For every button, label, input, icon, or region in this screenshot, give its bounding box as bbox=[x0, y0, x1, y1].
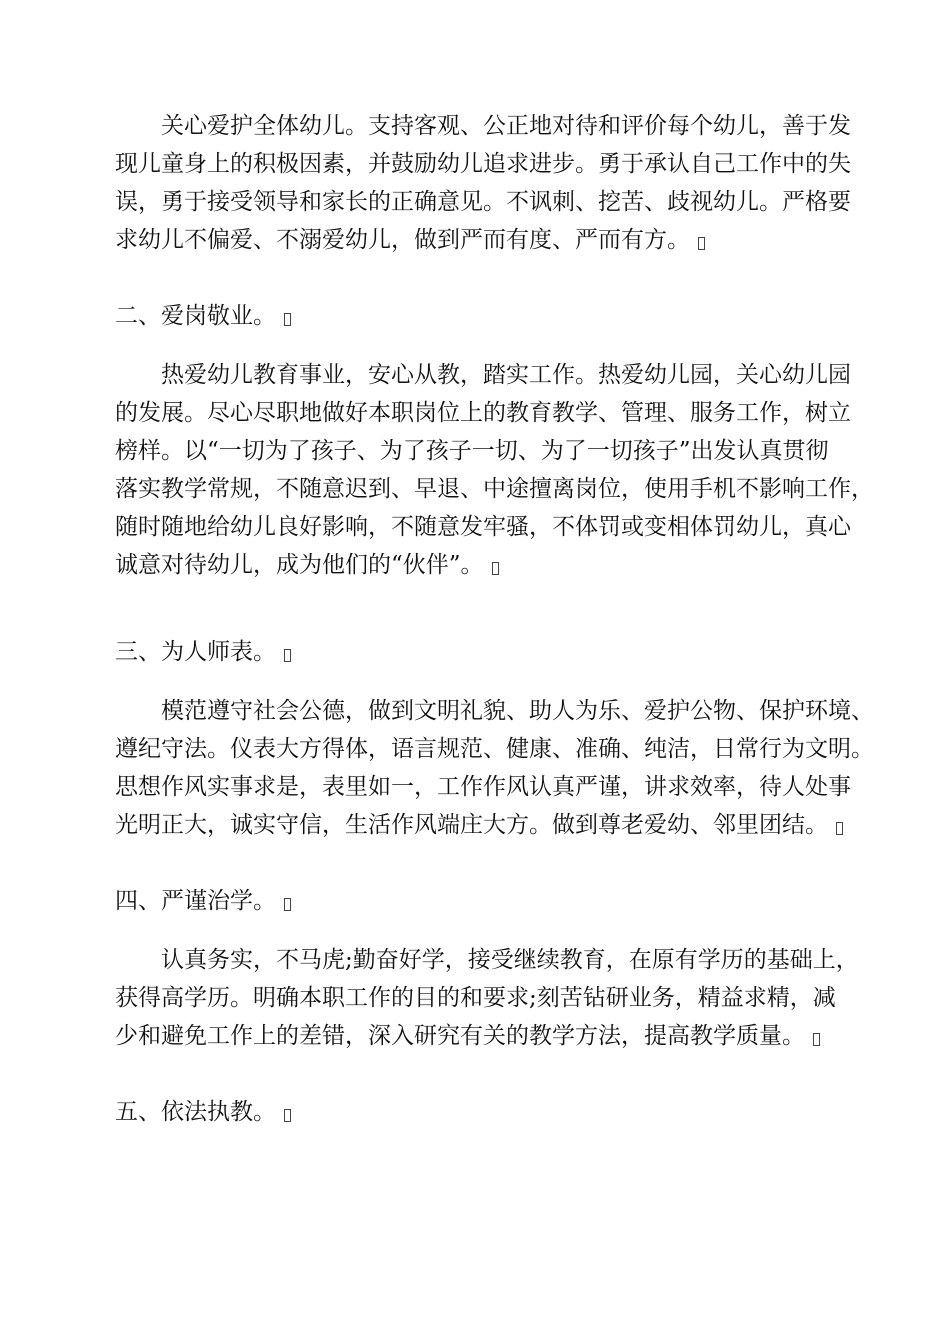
paragraph-line: 遵纪守法。仪表大方得体，语言规范、健康、准确、纯洁，日常行为文明。 bbox=[115, 736, 874, 762]
paragraph-line: 模范遵守社会公德，做到文明礼貌、助人为乐、爱护公物、保护环境、 bbox=[161, 698, 874, 724]
paragraph-mark-icon bbox=[698, 237, 705, 250]
paragraph-line-last bbox=[115, 1017, 855, 1055]
paragraph-love-job bbox=[115, 356, 874, 584]
paragraph-line-last bbox=[115, 806, 855, 844]
paragraph-mark-icon bbox=[284, 649, 291, 662]
section-heading-line bbox=[115, 633, 855, 671]
paragraph-mark-icon bbox=[813, 1033, 820, 1046]
paragraph-line: 获得高学历。明确本职工作的目的和要求;刻苦钻研业务，精益求精，减 bbox=[115, 985, 836, 1011]
paragraph-line-text: 光明正大，诚实守信，生活作风端庄大方。做到尊老爱幼、邻里团结。 bbox=[115, 812, 828, 838]
section-heading-text: 二、爱岗敬业。 bbox=[115, 303, 276, 329]
section-heading-line bbox=[115, 1093, 855, 1131]
paragraph-line: 思想作风实事求是，表里如一，工作作风认真严谨，讲求效率，待人处事 bbox=[115, 774, 851, 800]
paragraph-mark-icon bbox=[836, 822, 843, 835]
section-heading-text: 三、为人师表。 bbox=[115, 639, 276, 665]
paragraph-role-model bbox=[115, 692, 874, 844]
paragraph-line-text: 诚意对待幼儿，成为他们的“伙伴”。 bbox=[115, 552, 484, 578]
paragraph-line: 关心爱护全体幼儿。支持客观、公正地对待和评价每个幼儿，善于发 bbox=[161, 113, 851, 139]
paragraph-mark-icon bbox=[284, 898, 291, 911]
section-heading-text: 四、严谨治学。 bbox=[115, 888, 276, 914]
paragraph-line: 现儿童身上的积极因素，并鼓励幼儿追求进步。勇于承认自己工作中的失 bbox=[115, 151, 851, 177]
paragraph-line-last bbox=[115, 221, 855, 259]
paragraph-line: 误，勇于接受领导和家长的正确意见。不讽刺、挖苦、歧视幼儿。严格要 bbox=[115, 189, 851, 215]
section-heading-2 bbox=[115, 297, 855, 335]
paragraph-mark-icon bbox=[284, 313, 291, 326]
section-heading-5 bbox=[115, 1093, 855, 1131]
paragraph-rigorous-study bbox=[115, 941, 859, 1055]
paragraph-line: 随时随地给幼儿良好影响，不随意发牢骚，不体罚或变相体罚幼儿，真心 bbox=[115, 514, 851, 540]
paragraph-line-last bbox=[115, 546, 855, 584]
paragraph-line: 落实教学常规，不随意迟到、早退、中途擅离岗位，使用手机不影响工作， bbox=[115, 476, 874, 502]
paragraph-line-text: 少和避免工作上的差错，深入研究有关的教学方法，提高教学质量。 bbox=[115, 1023, 805, 1049]
paragraph-line: 榜样。以“一切为了孩子、为了孩子一切、为了一切孩子”出发认真贯彻 bbox=[115, 438, 829, 464]
paragraph-care-for-children bbox=[115, 107, 855, 259]
paragraph-line: 热爱幼儿教育事业，安心从教，踏实工作。热爱幼儿园，关心幼儿园 bbox=[161, 362, 851, 388]
section-heading-4 bbox=[115, 882, 855, 920]
paragraph-mark-icon bbox=[492, 562, 499, 575]
paragraph-mark-icon bbox=[284, 1109, 291, 1122]
section-heading-text: 五、依法执教。 bbox=[115, 1099, 276, 1125]
section-heading-line bbox=[115, 882, 855, 920]
section-heading-3 bbox=[115, 633, 855, 671]
section-heading-line bbox=[115, 297, 855, 335]
paragraph-line-text: 求幼儿不偏爱、不溺爱幼儿，做到严而有度、严而有方。 bbox=[115, 227, 690, 253]
paragraph-line: 认真务实，不马虎;勤奋好学，接受继续教育，在原有学历的基础上， bbox=[161, 947, 859, 973]
paragraph-line: 的发展。尽心尽职地做好本职岗位上的教育教学、管理、服务工作，树立 bbox=[115, 400, 851, 426]
